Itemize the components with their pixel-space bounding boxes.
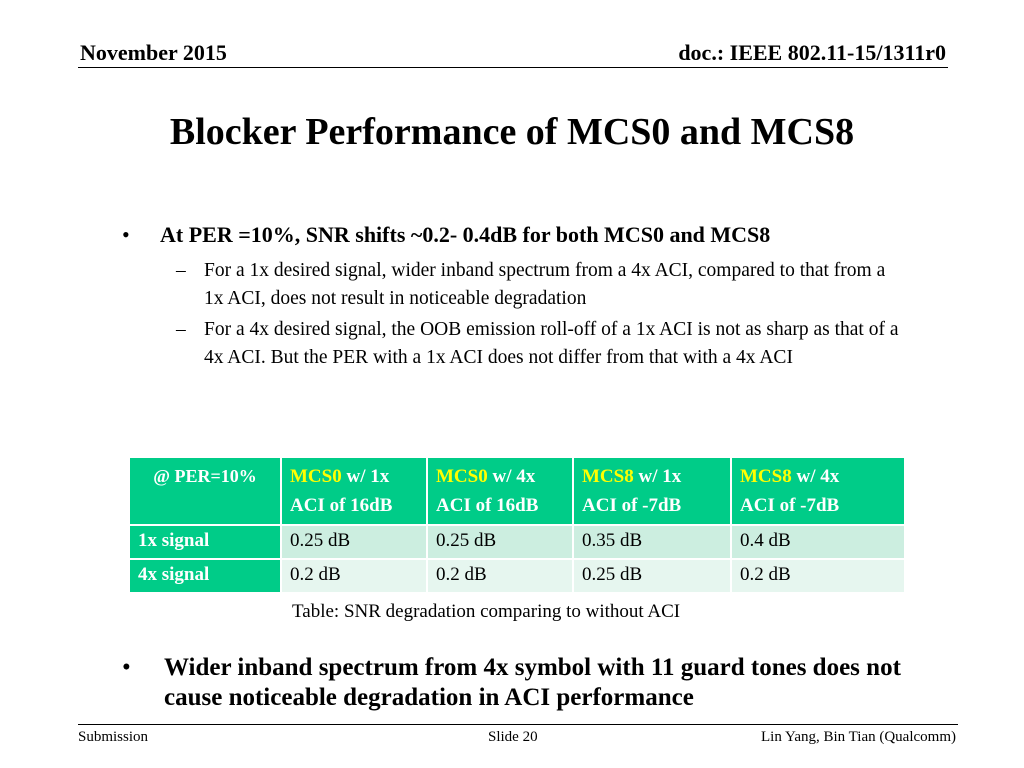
- header-text: ACI of -7dB: [582, 495, 682, 516]
- header-text: w/ 4x: [487, 466, 536, 487]
- header-text: ACI of 16dB: [290, 495, 393, 516]
- header-text: w/ 1x: [633, 466, 682, 487]
- table-caption: Table: SNR degradation comparing to without ACI: [292, 601, 681, 622]
- header-text: w/ 1x: [341, 466, 390, 487]
- slide-title: Blocker Performance of MCS0 and MCS8: [169, 111, 855, 153]
- footer-submission: Submission: [78, 729, 149, 745]
- table-cell: 0.2 dB: [731, 559, 905, 593]
- mcs-label: MCS8: [582, 466, 634, 487]
- table-cell: 0.2 dB: [427, 559, 573, 593]
- header-doc-id: doc.: IEEE 802.11-15/1311r0: [678, 40, 946, 65]
- snr-degradation-table: [128, 456, 906, 594]
- bullet-main-text: At PER =10%, SNR shifts ~0.2- 0.4dB for both MCS0 and MCS8: [160, 222, 771, 247]
- bullet-marker: •: [122, 654, 131, 681]
- table-row: [129, 559, 905, 593]
- table-header-row: [129, 457, 905, 525]
- header-text: ACI of -7dB: [740, 495, 840, 516]
- row-label: 1x signal: [129, 525, 281, 559]
- sub-bullet-marker: –: [176, 319, 186, 340]
- table-header-cell: [427, 457, 573, 525]
- footer-divider: [78, 724, 958, 725]
- sub-bullet-2-text: For a 4x desired signal, the OOB emission roll-off of a 1x ACI is not as sharp as that of a 4x ACI. But the PER with a 1x ACI does not differ from that with a 4x ACI: [204, 319, 899, 368]
- table-cell: 0.25 dB: [427, 525, 573, 559]
- header-divider: [78, 67, 948, 68]
- table-cell: 0.25 dB: [573, 559, 731, 593]
- mcs-label: MCS8: [740, 466, 792, 487]
- table-header-cell: [281, 457, 427, 525]
- header-date: November 2015: [80, 40, 227, 65]
- header-text: w/ 4x: [791, 466, 840, 487]
- table-cell: 0.4 dB: [731, 525, 905, 559]
- table-cell: 0.2 dB: [281, 559, 427, 593]
- table-cell: 0.35 dB: [573, 525, 731, 559]
- table-cell: 0.25 dB: [281, 525, 427, 559]
- bullet-marker: •: [122, 222, 130, 247]
- table-row: [129, 525, 905, 559]
- row-label: 4x signal: [129, 559, 281, 593]
- footer-slide-number: Slide 20: [488, 729, 538, 745]
- sub-bullet-marker: –: [176, 260, 186, 281]
- sub-bullet-1-text: For a 1x desired signal, wider inband spectrum from a 4x ACI, compared to that from a 1x ACI, does not result in noticeable degradation: [204, 260, 886, 309]
- footer-authors: Lin Yang, Bin Tian (Qualcomm): [760, 729, 956, 745]
- header-text: ACI of 16dB: [436, 495, 539, 516]
- table-corner-cell: @ PER=10%: [129, 457, 281, 525]
- mcs-label: MCS0: [290, 466, 342, 487]
- mcs-label: MCS0: [436, 466, 488, 487]
- table-header-cell: [573, 457, 731, 525]
- table-header-cell: [731, 457, 905, 525]
- bullet-conclusion-text: Wider inband spectrum from 4x symbol with 11 guard tones does not cause noticeable degradation in ACI performance: [164, 654, 901, 711]
